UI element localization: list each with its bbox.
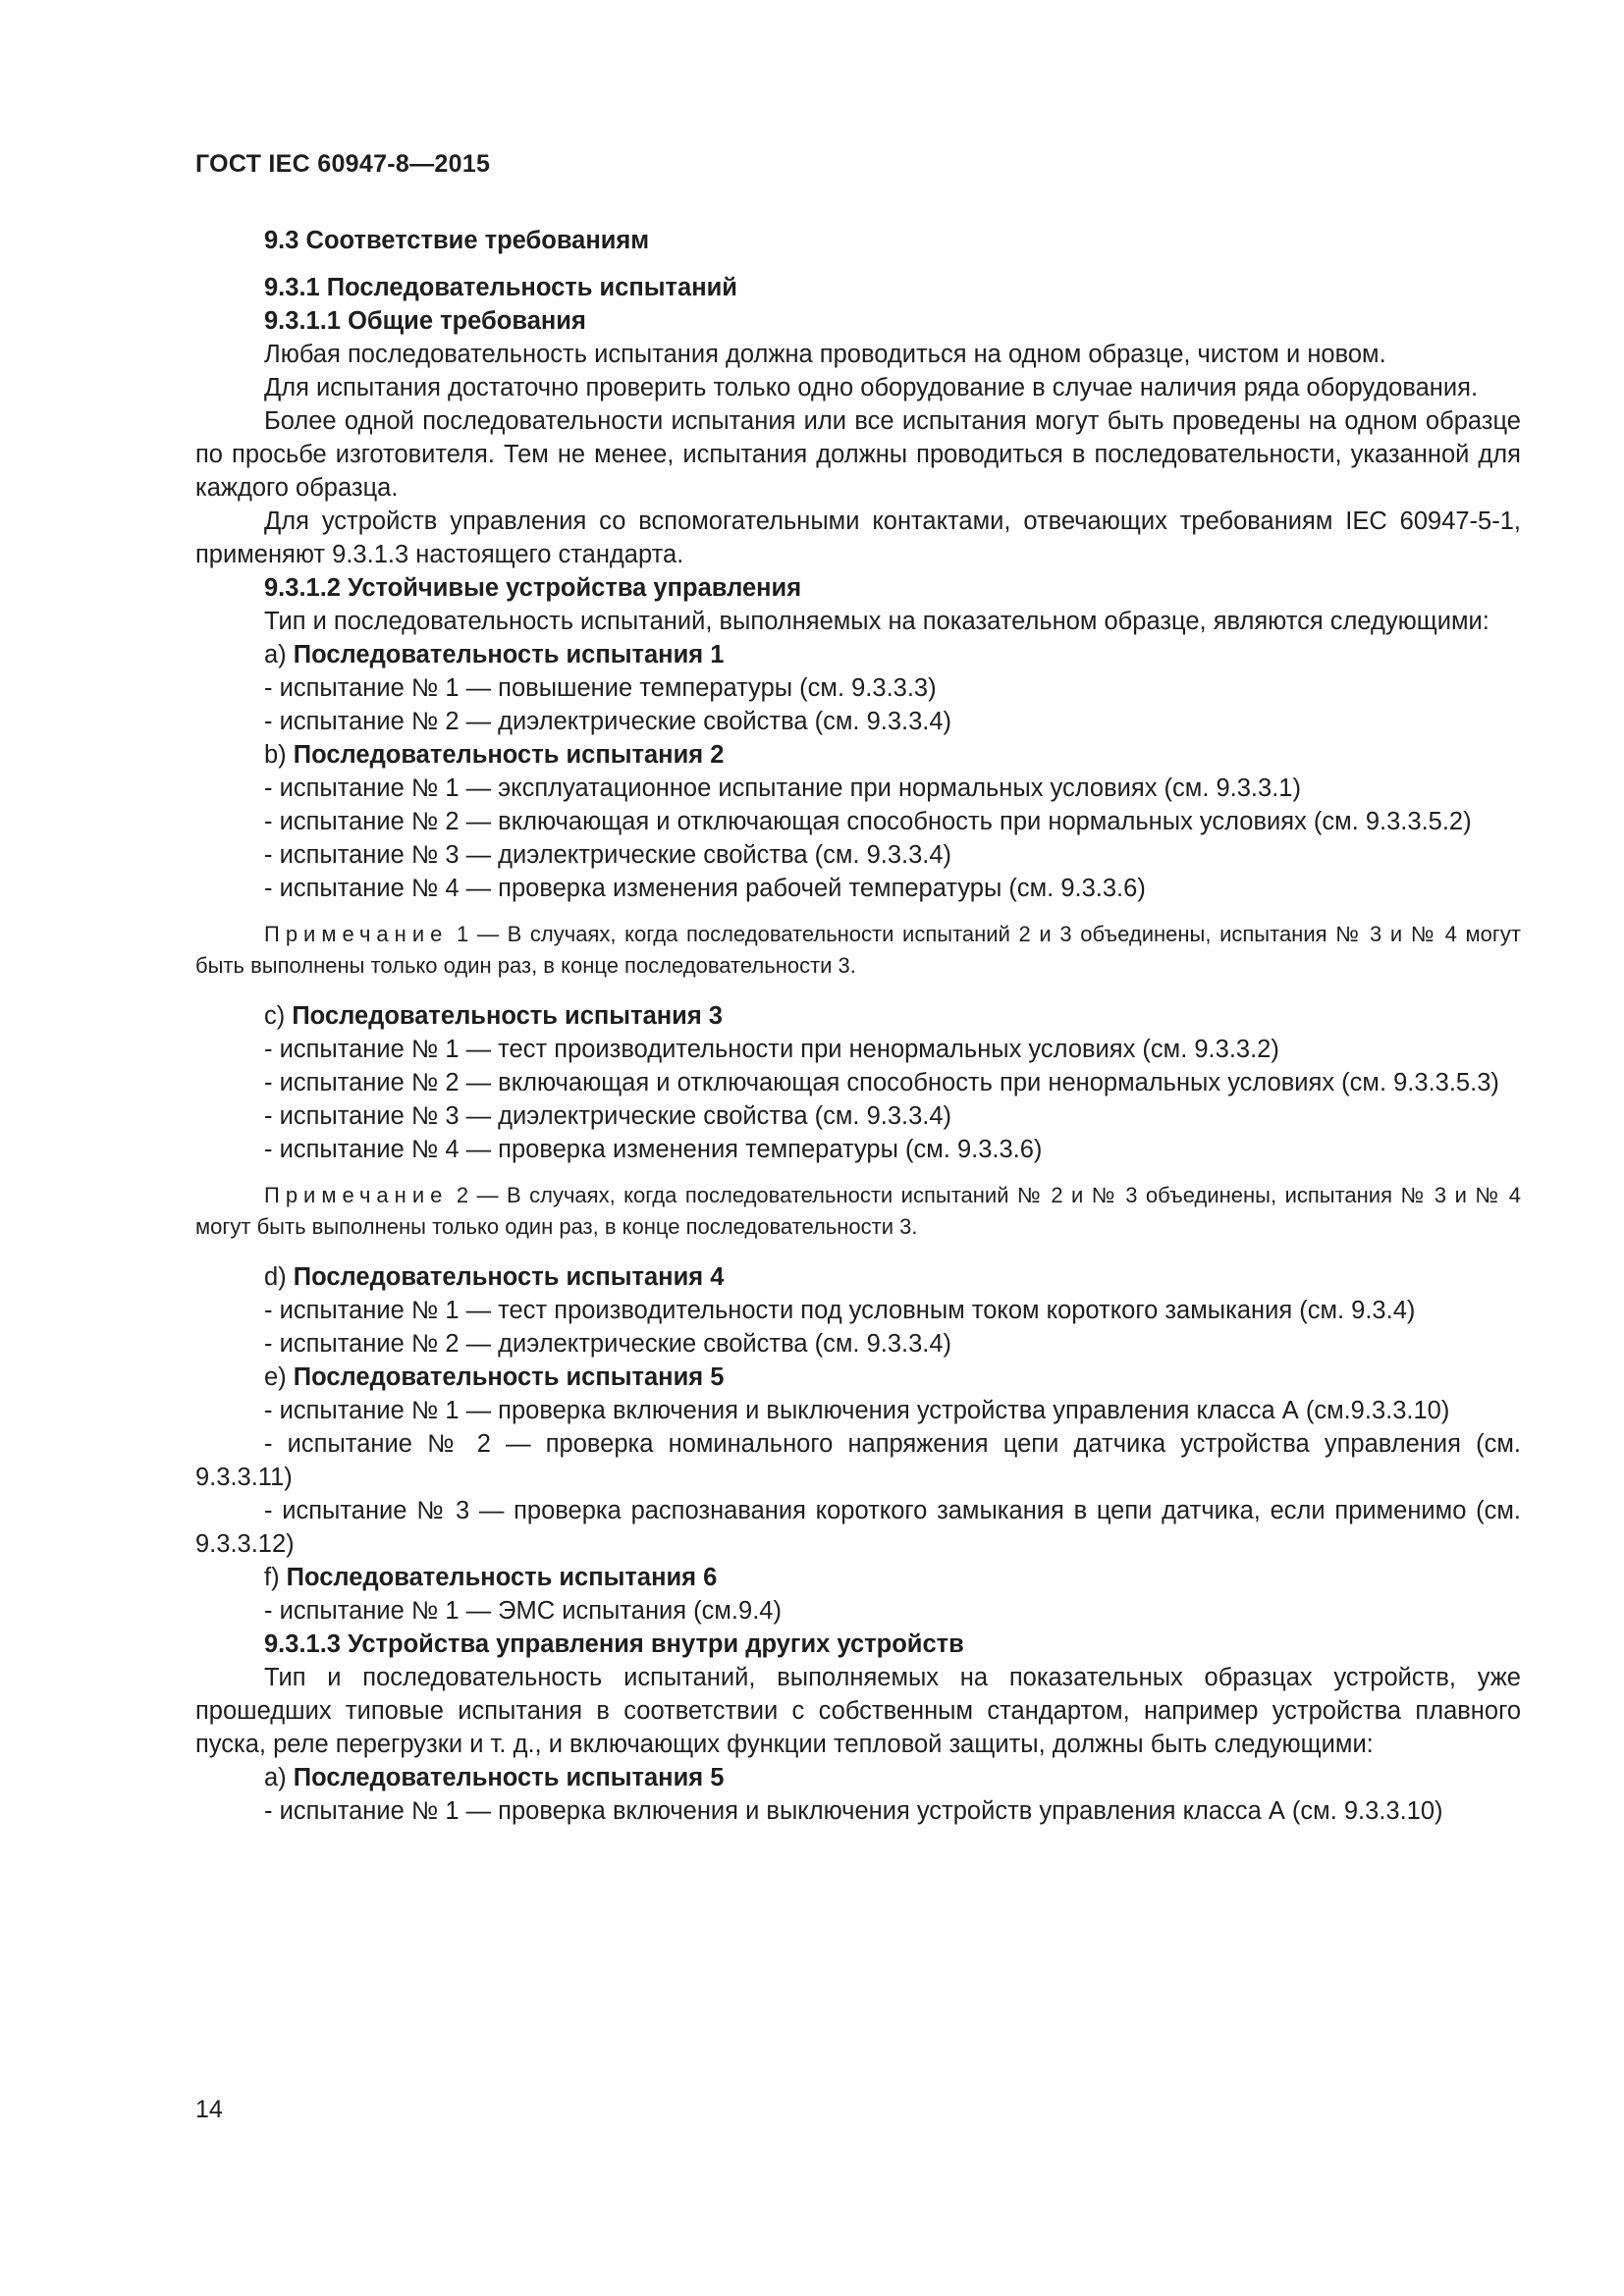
- section-9-3-title: 9.3 Соответствие требованиям: [264, 227, 650, 254]
- sequence-letter: е): [264, 1363, 287, 1391]
- list-item: - испытание № 2 — диэлектрические свойства (см. 9.3.3.4): [264, 1330, 952, 1358]
- sequence-letter: а): [264, 641, 287, 668]
- section-9-3-1-title: 9.3.1 Последовательность испытаний: [264, 274, 737, 301]
- sequence-heading: [195, 1260, 1521, 1294]
- sequence-title: Последовательность испытания 2: [293, 741, 725, 769]
- sequence-title: Последовательность испытания 1: [293, 641, 725, 668]
- sequence-title: Последовательность испытания 4: [293, 1263, 725, 1291]
- list-item: - испытание № 2 — включающая и отключающая способность при ненормальных условиях (см. 9.3.3.5.3): [264, 1069, 1499, 1096]
- sequence-title: Последовательность испытания 6: [286, 1564, 718, 1591]
- paragraph: Любая последовательность испытания должна проводиться на одном образце, чистом и новом.: [264, 341, 1386, 368]
- paragraph: Более одной последовательности испытания или все испытания могут быть проведены на одном образце по просьбе изготовителя. Тем не менее, испытания должны проводиться в последовательности, указанной для каждого образца.: [195, 407, 1521, 502]
- page-number: 14: [195, 2096, 223, 2123]
- sequence-letter: d): [264, 1263, 287, 1291]
- paragraph: Тип и последовательность испытаний, выполняемых на показательных образцах устройств, уже прошедших типовые испытания в соответствии с собственным стандартом, например устройства плавного пуска, реле перегрузки и т. д., и включающих функции тепловой защиты, должны быть следующими:: [195, 1664, 1521, 1758]
- list-item: - испытание № 1 — проверка включения и выключения устройств управления класса А (см. 9.3.3.10): [264, 1797, 1443, 1825]
- note-number: 2: [456, 1183, 469, 1207]
- list-item: - испытание № 1 — эксплуатационное испытание при нормальных условиях (см. 9.3.3.1): [264, 774, 1301, 802]
- list-item: - испытание № 4 — проверка изменения рабочей температуры (см. 9.3.3.6): [264, 875, 1146, 902]
- section-9-3-1-1-title: 9.3.1.1 Общие требования: [264, 307, 586, 335]
- sequence-title: Последовательность испытания 5: [293, 1764, 725, 1791]
- document-header: ГОСТ IEC 60947-8—2015: [195, 150, 491, 178]
- section-9-3-1-2-title: 9.3.1.2 Устойчивые устройства управления: [264, 574, 802, 602]
- sequence-letter: а): [264, 1764, 287, 1791]
- sequence-heading: [195, 1761, 1521, 1794]
- paragraph: Тип и последовательность испытаний, выполняемых на показательном образце, являются следующими:: [264, 608, 1489, 635]
- list-item: - испытание № 1 — проверка включения и выключения устройства управления класса А (см.9.3.3.10): [264, 1397, 1450, 1424]
- sequence-heading: [195, 1361, 1521, 1394]
- paragraph: Для устройств управления со вспомогательными контактами, отвечающих требованиям IEC 60947-5-1, применяют 9.3.1.3 настоящего стандарта.: [195, 507, 1521, 568]
- list-item: - испытание № 3 — диэлектрические свойства (см. 9.3.3.4): [264, 841, 952, 869]
- list-item: - испытание № 1 — тест производительности под условным током короткого замыкания (см. 9.3.4): [264, 1297, 1416, 1324]
- note-label: Примечание: [264, 1183, 449, 1207]
- sequence-title: Последовательность испытания 3: [292, 1002, 723, 1030]
- note-number: 1: [457, 922, 469, 946]
- list-item: - испытание № 3 — диэлектрические свойства (см. 9.3.3.4): [264, 1102, 952, 1130]
- sequence-heading: [195, 638, 1521, 671]
- document-body: [195, 224, 1521, 1828]
- list-item: - испытание № 2 — проверка номинального напряжения цепи датчика устройства управления (см. 9.3.3.11): [195, 1430, 1521, 1491]
- sequence-letter: с): [264, 1002, 286, 1030]
- list-item: - испытание № 1 — тест производительности при ненормальных условиях (см. 9.3.3.2): [264, 1036, 1279, 1063]
- note-label: Примечание: [264, 922, 449, 946]
- list-item: - испытание № 2 — включающая и отключающая способность при нормальных условиях (см. 9.3.3.5.2): [264, 808, 1472, 835]
- sequence-heading: [195, 1561, 1521, 1594]
- sequence-heading: [195, 738, 1521, 772]
- sequence-letter: b): [264, 741, 287, 769]
- note-text: — В случаях, когда последовательности испытаний № 2 и № 3 объединены, испытания № 3 и № 4 могут быть выполнены только один раз, в конце последовательности 3.: [195, 1183, 1521, 1239]
- sequence-letter: f): [264, 1564, 280, 1591]
- list-item: - испытание № 4 — проверка изменения температуры (см. 9.3.3.6): [264, 1136, 1043, 1163]
- list-item: - испытание № 2 — диэлектрические свойства (см. 9.3.3.4): [264, 708, 952, 735]
- list-item: - испытание № 3 — проверка распознавания короткого замыкания в цепи датчика, если применимо (см. 9.3.3.12): [195, 1497, 1521, 1558]
- list-item: - испытание № 1 — повышение температуры (см. 9.3.3.3): [264, 674, 937, 702]
- section-9-3-1-3-title: 9.3.1.3 Устройства управления внутри других устройств: [264, 1630, 964, 1658]
- sequence-heading: [195, 999, 1521, 1033]
- list-item: - испытание № 1 — ЭМС испытания (см.9.4): [264, 1597, 782, 1625]
- note-text: — В случаях, когда последовательности испытаний 2 и 3 объединены, испытания № 3 и № 4 могут быть выполнены только один раз, в конце последовательности 3.: [195, 922, 1521, 978]
- note-2: [195, 1180, 1521, 1243]
- note-1: [195, 919, 1521, 982]
- sequence-title: Последовательность испытания 5: [293, 1363, 725, 1391]
- paragraph: Для испытания достаточно проверить только одно оборудование в случае наличия ряда оборудования.: [264, 374, 1479, 401]
